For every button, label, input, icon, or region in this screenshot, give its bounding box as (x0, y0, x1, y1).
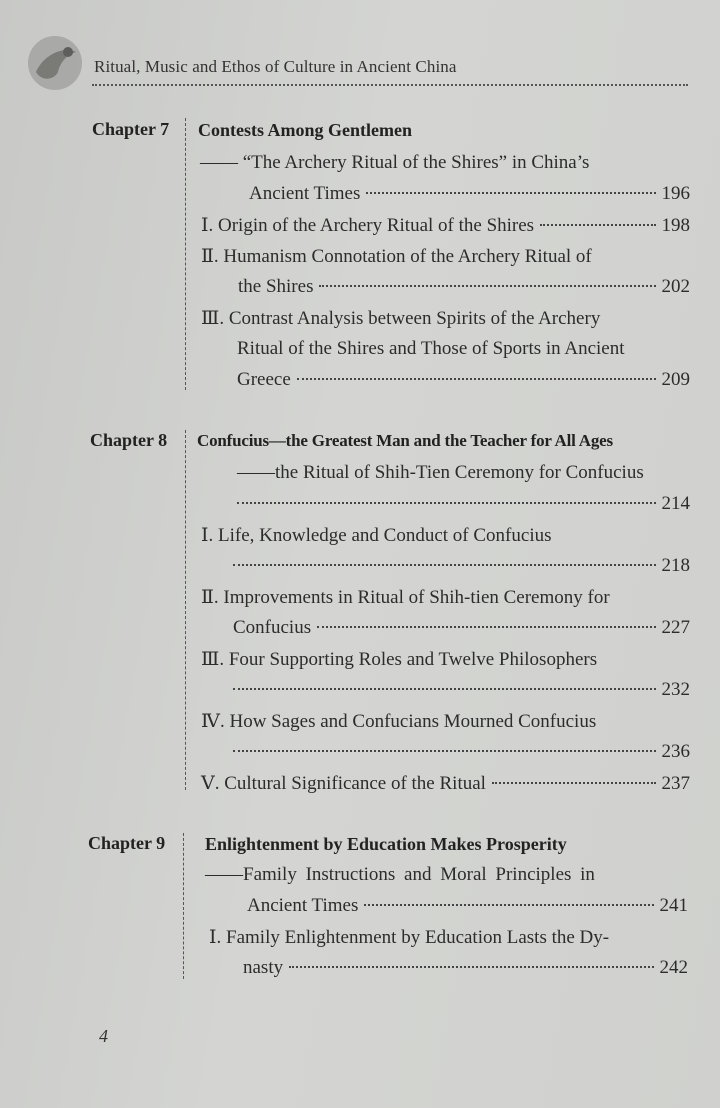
section-8-4-page: 236 (661, 741, 690, 762)
chapter-9-subtitle-line2: Ancient Times (247, 895, 359, 916)
dot-leader (237, 502, 656, 504)
chapter-7-rule (185, 118, 186, 390)
section-7-3-title-cont: Ritual of the Shires and Those of Sports in Ancient (237, 338, 625, 359)
section-8-3-page: 232 (661, 679, 690, 700)
toc-entry (233, 555, 690, 577)
section-7-3-page: 209 (661, 369, 690, 390)
chapter-7-title: Contests Among Gentlemen (198, 120, 412, 140)
toc-entry (237, 369, 690, 391)
section-8-2-title: Ⅱ. Improvements in Ritual of Shih-tien Ceremony for (201, 587, 610, 608)
chapter-9-title: Enlightenment by Education Makes Prosperity (205, 834, 567, 854)
toc-entry (233, 741, 690, 763)
section-8-4-title: Ⅳ. How Sages and Confucians Mourned Confucius (201, 711, 597, 732)
section-9-1-title: Ⅰ. Family Enlightenment by Education Lasts the Dy- (209, 927, 610, 948)
chapter-9-subtitle-line1: ——Family Instructions and Moral Principles in (205, 864, 595, 885)
chapter-8-label: Chapter 8 (90, 430, 168, 450)
dot-leader (233, 564, 656, 566)
toc-entry (247, 895, 688, 917)
toc-entry (243, 957, 688, 979)
chapter-9-subtitle-page: 241 (659, 895, 688, 916)
toc-entry (237, 493, 690, 515)
chapter-9-label: Chapter 9 (88, 833, 166, 853)
toc-entry (238, 276, 690, 298)
chapter-7-subtitle-entry (249, 183, 690, 205)
toc-entry (201, 214, 690, 237)
section-7-2-title: Ⅱ. Humanism Connotation of the Archery Ritual of (201, 246, 592, 267)
chapter-8-rule (185, 430, 186, 790)
dot-leader (492, 782, 656, 784)
chapter-8-title: Confucius—the Greatest Man and the Teacher for All Ages (197, 431, 613, 450)
dot-leader (317, 626, 655, 628)
toc-entry (201, 772, 690, 795)
dot-leader (233, 750, 656, 752)
section-7-1-page: 198 (661, 215, 690, 236)
chapter-7-subtitle-line1: —— “The Archery Ritual of the Shires” in China’s (200, 152, 590, 173)
toc-entry (233, 679, 690, 701)
chapter-8-subtitle: ——the Ritual of Shih-Tien Ceremony for Confucius (237, 462, 644, 483)
chapter-7-subtitle-page: 196 (661, 183, 690, 204)
chapter-9-rule (183, 833, 184, 979)
dot-leader (540, 224, 655, 226)
toc-entry (233, 617, 690, 639)
section-8-5-title: Ⅴ. Cultural Significance of the Ritual (201, 773, 486, 794)
dot-leader (319, 285, 655, 287)
chapter-7-label: Chapter 7 (92, 119, 170, 139)
section-8-5-page: 237 (661, 773, 690, 794)
dot-leader (233, 688, 656, 690)
running-head: Ritual, Music and Ethos of Culture in Ancient China (94, 57, 457, 76)
section-7-2-page: 202 (661, 276, 690, 297)
section-8-1-page: 218 (661, 555, 690, 576)
header-divider (92, 84, 688, 86)
section-7-1-title: Ⅰ. Origin of the Archery Ritual of the Shires (201, 215, 535, 236)
section-7-2-title-cont: the Shires (238, 276, 314, 297)
section-7-3-title: Ⅲ. Contrast Analysis between Spirits of the Archery (201, 308, 601, 329)
chapter-7-subtitle-line2: Ancient Times (249, 183, 361, 204)
section-9-1-title-cont: nasty (243, 957, 284, 978)
dot-leader (289, 966, 653, 968)
dot-leader (364, 904, 653, 906)
section-9-1-page: 242 (659, 957, 688, 978)
page-number: 4 (99, 1026, 108, 1046)
chapter-8-subtitle-page: 214 (661, 493, 690, 514)
section-8-1-title: Ⅰ. Life, Knowledge and Conduct of Confucius (201, 525, 552, 546)
section-7-3-title-end: Greece (237, 369, 291, 390)
dot-leader (366, 192, 655, 194)
publisher-logo (24, 32, 86, 94)
section-8-2-page: 227 (661, 617, 690, 638)
section-8-2-title-cont: Confucius (233, 617, 312, 638)
dot-leader (297, 378, 656, 380)
section-8-3-title: Ⅲ. Four Supporting Roles and Twelve Philosophers (201, 649, 598, 670)
